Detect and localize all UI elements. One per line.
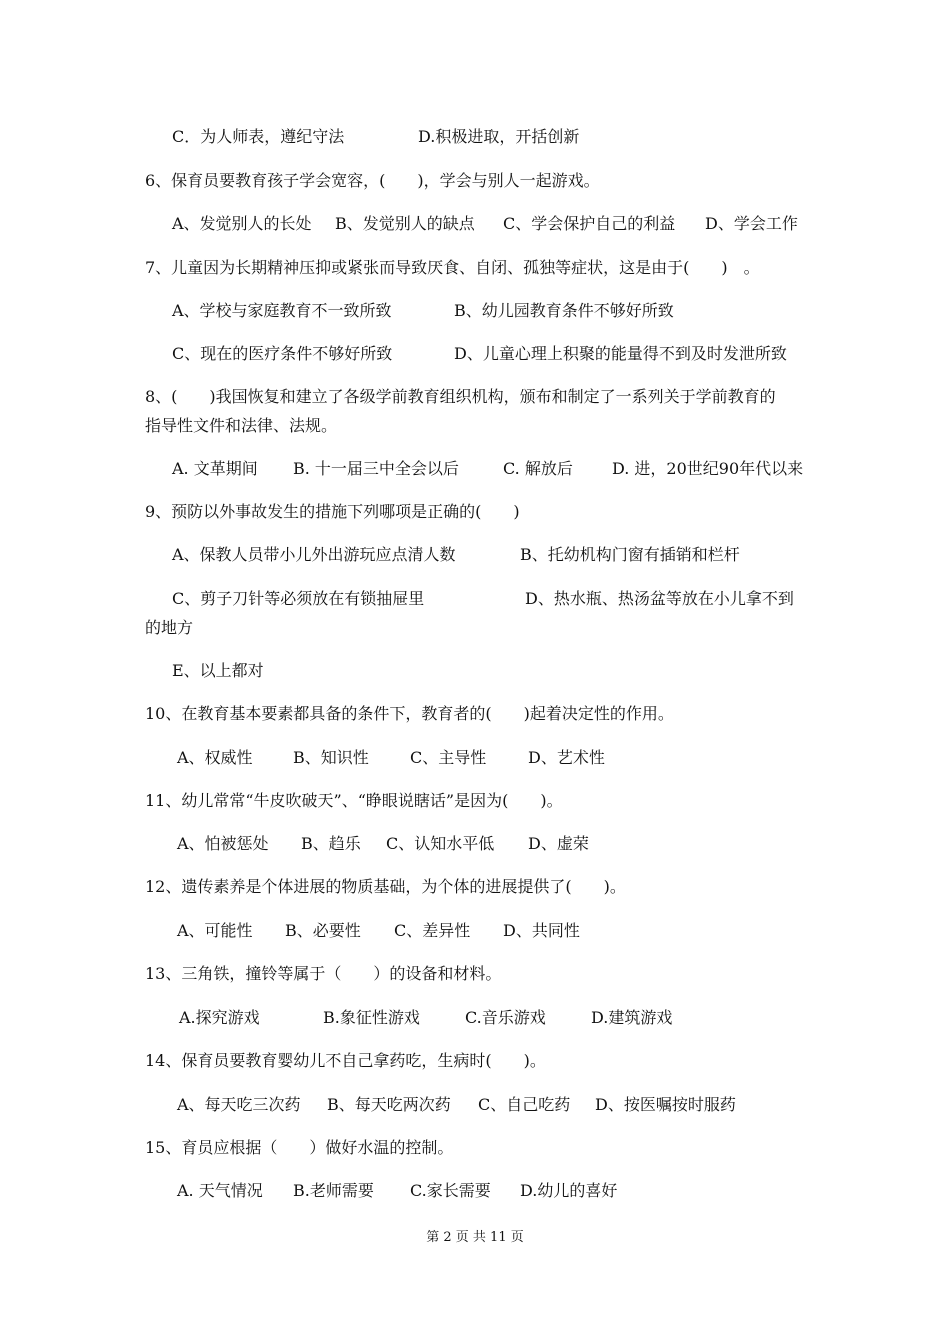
option-c: C、现在的医疗条件不够好所致 (172, 344, 393, 363)
option-b: B、发觉别人的缺点 (335, 214, 475, 233)
option-b: B. 十一届三中全会以后 (293, 459, 459, 478)
option-a: A、保教人员带小儿外出游玩应点清人数 (172, 545, 456, 564)
option-d: D. 进，20世纪90年代以来 (612, 459, 804, 478)
option-c: C、自己吃药 (478, 1095, 571, 1114)
option-d-continued: 的地方 (145, 618, 194, 637)
option-a: A. 文革期间 (172, 459, 258, 478)
option-a: A、每天吃三次药 (177, 1095, 301, 1114)
option-b: B、托幼机构门窗有插销和栏杆 (520, 545, 740, 564)
question-15: 15、育员应根据（ ）做好水温的控制。 (145, 1138, 454, 1157)
option-d: D、按医嘱按时服药 (595, 1095, 736, 1114)
option-a: A、怕被惩处 (177, 834, 269, 853)
option-d: D、儿童心理上积聚的能量得不到及时发泄所致 (454, 344, 787, 363)
option-c: C. 解放后 (503, 459, 573, 478)
option-c: C、主导性 (410, 748, 487, 767)
option-b: B、幼儿园教育条件不够好所致 (454, 301, 674, 320)
question-8-continued: 指导性文件和法律、法规。 (145, 416, 338, 435)
question-8: 8、( )我国恢复和建立了各级学前教育组织机构，颁布和制定了一系列关于学前教育的 (145, 387, 776, 406)
question-12: 12、遗传素养是个体进展的物质基础，为个体的进展提供了( )。 (145, 877, 626, 896)
option-a: A、可能性 (177, 921, 253, 940)
option-d: D.积极进取，开括创新 (418, 127, 580, 146)
option-d: D、热水瓶、热汤盆等放在小儿拿不到 (525, 589, 794, 608)
question-13: 13、三角铁，撞铃等属于（ ）的设备和材料。 (145, 964, 502, 983)
question-14: 14、保育员要教育婴幼儿不自己拿药吃，生病时( )。 (145, 1051, 546, 1070)
option-b: B.象征性游戏 (323, 1008, 420, 1027)
question-6: 6、保育员要教育孩子学会宽容，( )，学会与别人一起游戏。 (145, 171, 600, 190)
question-11: 11、幼儿常常“牛皮吹破天”、“睁眼说瞎话”是因为( )。 (145, 791, 563, 810)
option-c: C、学会保护自己的利益 (503, 214, 676, 233)
option-d: D、虚荣 (528, 834, 589, 853)
option-a: A、发觉别人的长处 (172, 214, 312, 233)
page-number-footer: 第 2 页 共 11 页 (426, 1230, 524, 1245)
option-b: B、必要性 (285, 921, 361, 940)
option-c: C．为人师表，遵纪守法 (172, 127, 345, 146)
option-a: A、学校与家庭教育不一致所致 (172, 301, 392, 320)
option-b: B、知识性 (293, 748, 369, 767)
option-d: D、共同性 (503, 921, 580, 940)
option-d: D.建筑游戏 (591, 1008, 673, 1027)
option-d: D、学会工作 (705, 214, 798, 233)
option-d: D.幼儿的喜好 (520, 1181, 618, 1200)
option-c: C、差异性 (394, 921, 471, 940)
option-b: B、趋乐 (301, 834, 361, 853)
option-c: C、认知水平低 (386, 834, 495, 853)
option-d: D、艺术性 (528, 748, 605, 767)
question-7: 7、儿童因为长期精神压抑或紧张而导致厌食、自闭、孤独等症状，这是由于( ) 。 (145, 258, 760, 277)
question-9: 9、预防以外事故发生的措施下列哪项是正确的( ) (145, 502, 520, 521)
option-c: C.家长需要 (410, 1181, 491, 1200)
option-c: C、剪子刀针等必须放在有锁抽屉里 (172, 589, 425, 608)
option-a: A. 天气情况 (177, 1181, 263, 1200)
option-e: E、以上都对 (172, 661, 264, 680)
option-b: B、每天吃两次药 (327, 1095, 451, 1114)
option-a: A、权威性 (177, 748, 253, 767)
option-a: A.探究游戏 (179, 1008, 260, 1027)
question-10: 10、在教育基本要素都具备的条件下，教育者的( )起着决定性的作用。 (145, 704, 674, 723)
option-c: C.音乐游戏 (465, 1008, 546, 1027)
option-b: B.老师需要 (293, 1181, 374, 1200)
